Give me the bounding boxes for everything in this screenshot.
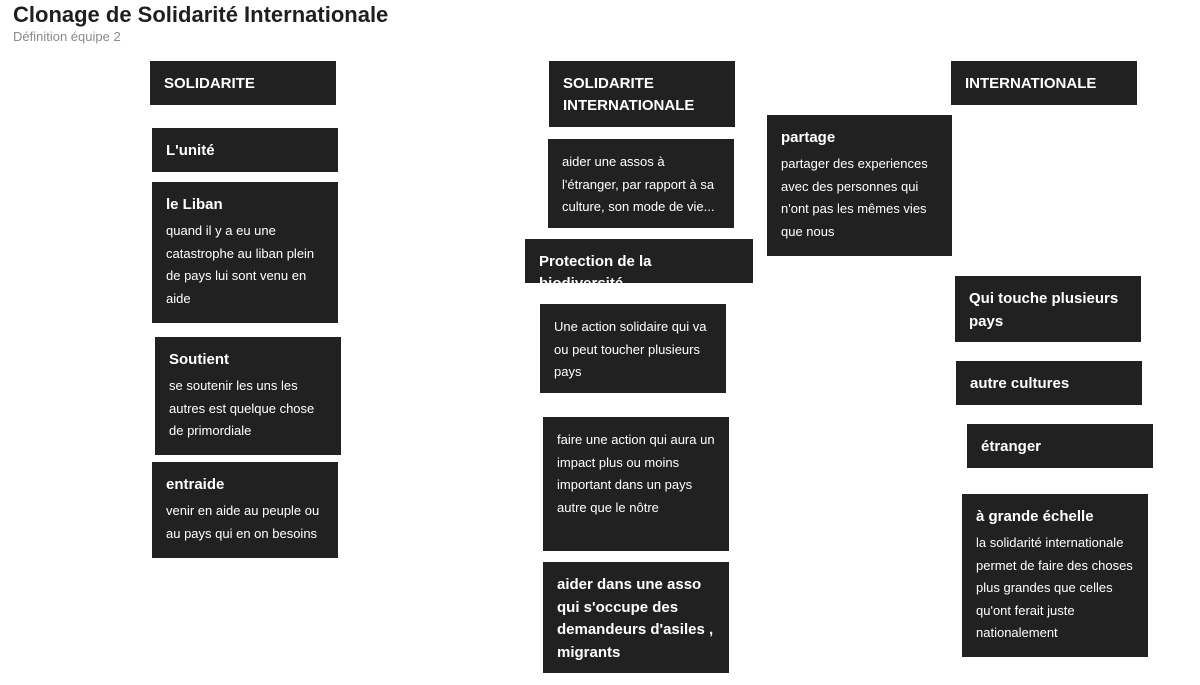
sticky-note-entraide[interactable] [152,462,338,558]
note-title: étranger [981,438,1042,455]
note-title: Soutient [169,351,229,368]
sticky-note-plusieurs-pays[interactable] [955,276,1141,342]
board-title: Clonage de Solidarité Internationale [13,2,389,27]
sticky-note-unite[interactable] [152,128,338,172]
sticky-note-partage[interactable] [767,115,952,256]
note-text: se soutenir les uns les autres est quelque chose de primordiale [169,378,315,438]
note-text: la solidarité internationale permet de faire des choses plus grandes que celles qu'ont ferait juste nationalement [976,535,1133,640]
sticky-note-assos-etranger[interactable] [548,139,734,228]
note-title: partage [781,129,836,146]
note-title: L'unité [166,142,215,159]
note-text: partager des experiences avec des personnes qui n'ont pas les mêmes vies que nous [781,156,928,239]
note-text: Une action solidaire qui va ou peut toucher plusieurs pays [554,319,707,379]
column-header-solidarite-internationale[interactable] [549,61,735,127]
header-label: SOLIDARITE INTERNATIONALE [563,75,695,114]
note-title: autre cultures [970,375,1070,392]
note-title: à grande échelle [976,508,1094,525]
note-title: Qui touche plusieurs pays [969,290,1119,330]
note-title: entraide [166,476,225,493]
note-title: aider dans une asso qui s'occupe des demandeurs d'asiles , migrants [557,576,714,661]
column-header-internationale[interactable] [951,61,1137,105]
note-text: quand il y a eu une catastrophe au liban plein de pays lui sont venu en aide [166,223,315,306]
sticky-note-action-solidaire[interactable] [540,304,726,393]
sticky-note-autre-cultures[interactable] [956,361,1142,405]
sticky-note-soutient[interactable] [155,337,341,455]
header-label: SOLIDARITE [164,75,255,92]
header-label: INTERNATIONALE [965,75,1097,92]
sticky-note-etranger[interactable] [967,424,1153,468]
note-text: venir en aide au peuple ou au pays qui en on besoins [166,503,320,541]
board-subtitle: Définition équipe 2 [13,29,121,44]
column-header-solidarite[interactable] [150,61,336,105]
sticky-note-grande-echelle[interactable] [962,494,1148,657]
note-title: le Liban [166,196,223,213]
sticky-note-biodiversite[interactable] [525,239,753,292]
sticky-note-liban[interactable] [152,182,338,323]
sticky-note-impact[interactable] [543,417,729,551]
sticky-note-demandeurs-asile[interactable] [543,562,729,673]
note-text: faire une action qui aura un impact plus ou moins important dans un pays autre que le nôtre [557,432,715,515]
note-text: aider une assos à l'étranger, par rapport à sa culture, son mode de vie... [562,154,715,214]
note-title: Protection de la biodiversité [539,253,652,292]
